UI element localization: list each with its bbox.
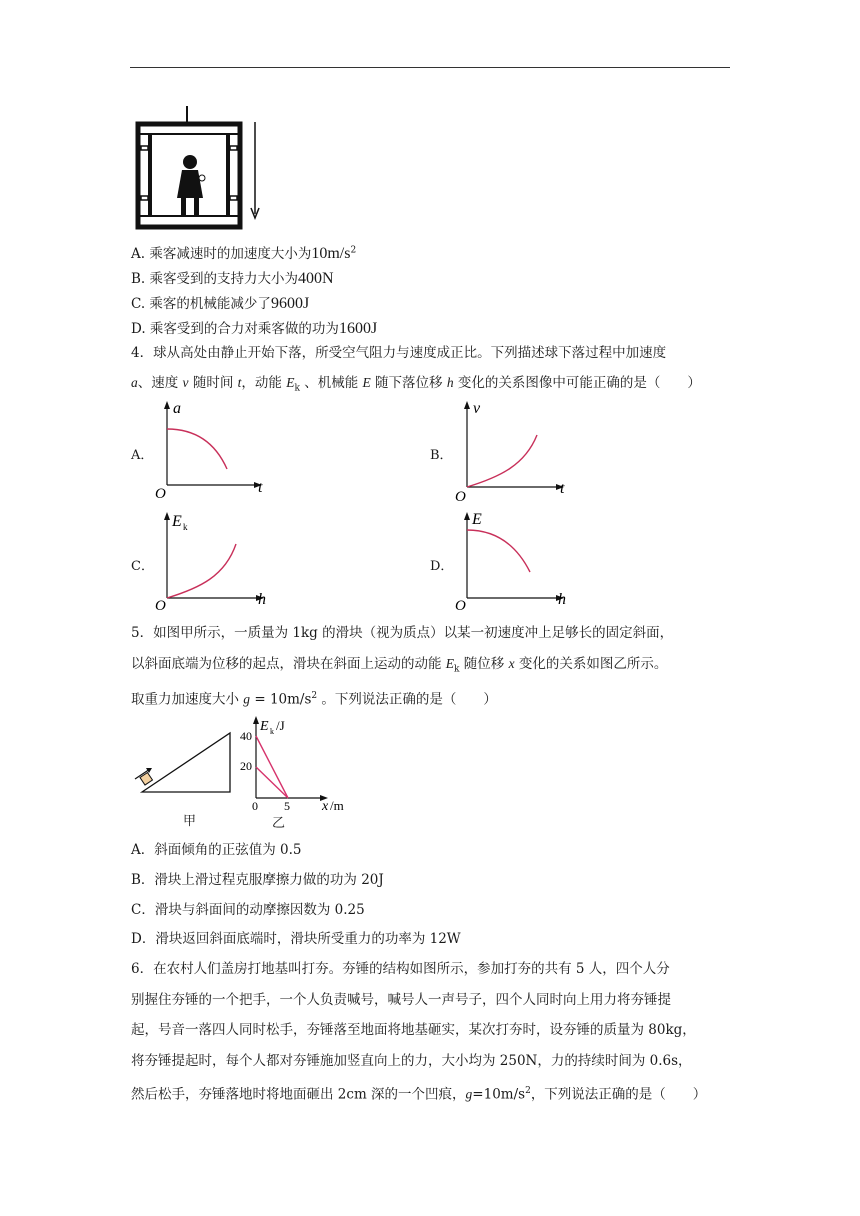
q6-stem-line3: 起，号音一落四人同时松手，夯锤落至地面将地基砸实，某次打夯时，设夯锤的质量为 80kg， bbox=[131, 1022, 696, 1038]
q6-stem-line5: 然后松手，夯锤落地时将地面砸出 2cm 深的一个凹痕，$g=10m/s^2$，下列说法正确的是（ ） bbox=[131, 1086, 707, 1103]
q4-graph-a-xlabel: t bbox=[258, 479, 263, 496]
q3-option-a: A. 乘客减速时的加速度大小为$10m/s^2$ bbox=[131, 245, 357, 262]
q5-tick-y-20: 20 bbox=[240, 759, 252, 773]
q4-graph-a-origin: O bbox=[155, 486, 166, 501]
q4-graph-b-curve bbox=[467, 435, 537, 487]
q5-fig-jia-caption: 甲 bbox=[183, 814, 197, 829]
q4-stem-line2: a、速度 v 随时间 t，动能 $E_k$ 、机械能 E 随下落位移 h 变化的关系图像中可能正确的是（ ） bbox=[131, 375, 701, 394]
q5-chart-xlabel: x bbox=[322, 799, 329, 812]
q5-incline-figure bbox=[130, 724, 245, 799]
q5-chart-ylabel: E bbox=[260, 719, 269, 734]
q4-graph-c-origin: O bbox=[155, 598, 166, 614]
q6-stem-line1: 6．在农村人们盖房打地基叫打夯。夯锤的结构如图所示，参加打夯的共有 5 人，四个人分 bbox=[131, 961, 670, 977]
q6-stem-line4: 将夯锤提起时，每个人都对夯锤施加竖直向上的力，大小均为 250N，力的持续时间为 0.6s， bbox=[131, 1053, 692, 1069]
q4-graph-d-origin: O bbox=[455, 598, 466, 614]
elevator-figure bbox=[134, 104, 264, 232]
q5-stem-line2: 以斜面底端为位移的起点，滑块在斜面上运动的动能 $E_k$ 随位移 x 变化的关系如图乙所示。 bbox=[131, 656, 668, 675]
q4-option-b-label: B． bbox=[430, 448, 453, 463]
q5-stem-line3: 取重力加速度大小 $g = 10m/s^2$ 。下列说法正确的是（ ） bbox=[131, 691, 497, 708]
q4-graph-b-xlabel: t bbox=[560, 480, 565, 497]
q4-graph-c-ysub: k bbox=[183, 522, 188, 532]
q4-graph-b-origin: O bbox=[455, 489, 466, 505]
q5-series-line-1 bbox=[256, 767, 288, 798]
q4-graph-c-xlabel: h bbox=[258, 591, 266, 608]
q4-graph-c-curve bbox=[167, 544, 236, 598]
q4-graph-c-ylabel: E bbox=[172, 513, 182, 530]
q4-graph-d bbox=[450, 508, 580, 614]
q4-graph-a-curve bbox=[167, 429, 227, 469]
q5-chart-xunit: /m bbox=[330, 798, 344, 812]
q5-series-line-0 bbox=[256, 736, 288, 798]
q4-graph-d-curve bbox=[467, 530, 530, 572]
q5-option-b: B．滑块上滑过程克服摩擦力做的功为 20J bbox=[131, 872, 384, 888]
q4-graph-d-xlabel: h bbox=[558, 591, 566, 608]
q5-chart-yunit: /J bbox=[276, 718, 285, 733]
q4-graph-b-ylabel: v bbox=[473, 400, 481, 417]
q5-series-layer bbox=[256, 736, 288, 798]
q5-fig-yi-caption: 乙 bbox=[272, 816, 286, 831]
q4-graph-d-ylabel: E bbox=[472, 511, 482, 528]
q4-graph-a-ylabel: a bbox=[173, 400, 181, 417]
q5-option-c: C．滑块与斜面间的动摩擦因数为 0.25 bbox=[131, 902, 365, 918]
q4-graph-a bbox=[150, 397, 270, 501]
q3-option-d: D. 乘客受到的合力对乘客做的功为1600J bbox=[131, 320, 378, 337]
q4-option-d-label: D． bbox=[430, 559, 454, 574]
q3-option-c: C. 乘客的机械能减少了9600J bbox=[131, 295, 310, 312]
q5-tick-y-40: 40 bbox=[240, 729, 252, 743]
q5-tick-x-0: 0 bbox=[252, 799, 258, 812]
q5-stem-line1: 5．如图甲所示，一质量为 1kg 的滑块（视为质点）以某一初速度冲上足够长的固定斜面， bbox=[131, 625, 674, 641]
q5-tick-x-5: 5 bbox=[284, 799, 290, 812]
q4-option-a-label: A． bbox=[131, 448, 154, 463]
q4-graph-b bbox=[450, 397, 580, 505]
q4-option-c-label: C． bbox=[131, 559, 154, 574]
q5-option-a: A．斜面倾角的正弦值为 0.5 bbox=[131, 842, 302, 858]
q6-stem-line2: 别握住夯锤的一个把手，一个人负责喊号，喊号人一声号子，四个人同时向上用力将夯锤提 bbox=[131, 992, 671, 1008]
q3-option-b: B. 乘客受到的支持力大小为400N bbox=[131, 270, 334, 287]
header-rule bbox=[130, 67, 730, 68]
q5-ek-x-chart bbox=[236, 714, 361, 812]
q4-graph-c bbox=[150, 508, 280, 614]
q4-stem-line1: 4．球从高处由静止开始下落，所受空气阻力与速度成正比。下列描述球下落过程中加速度 bbox=[131, 345, 667, 361]
q5-option-d: D．滑块返回斜面底端时，滑块所受重力的功率为 12W bbox=[131, 931, 461, 947]
q5-chart-ysub: k bbox=[270, 727, 274, 736]
